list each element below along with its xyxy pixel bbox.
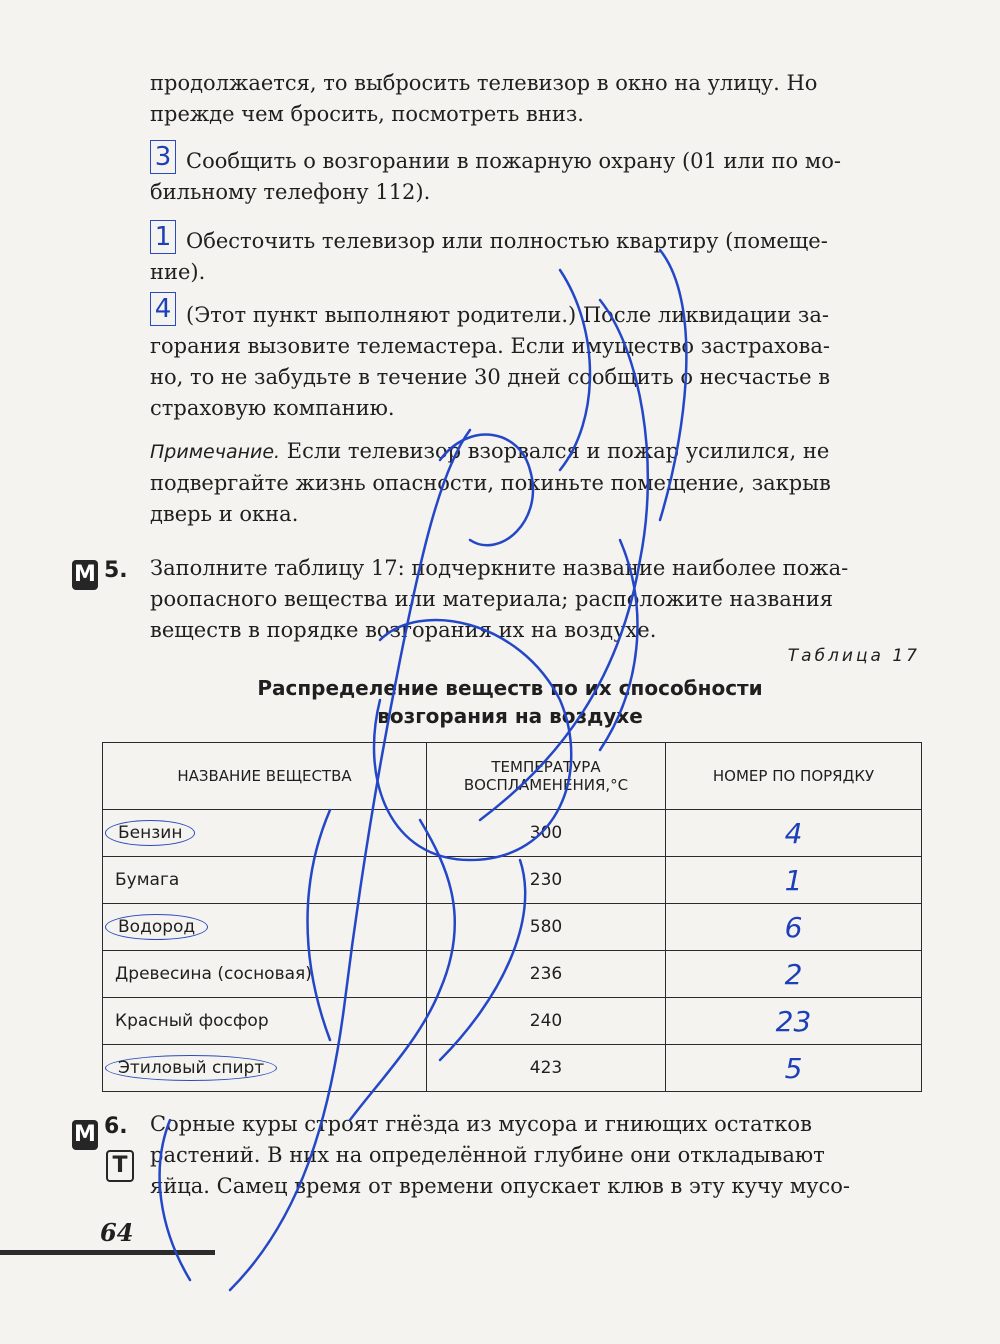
circled-substance: Этиловый спирт (105, 1055, 277, 1081)
order-cell[interactable]: 23 (666, 998, 922, 1045)
substances-table (102, 742, 922, 1092)
page-footer-rule (0, 1250, 215, 1255)
task5-text (150, 553, 922, 646)
text-line: продолжается, то выбросить телевизор в окно на улицу. Но (150, 71, 818, 95)
header-substance-name: НАЗВАНИЕ ВЕЩЕСТВА (103, 743, 427, 810)
text-line: подвергайте жизнь опасности, покиньте помещение, закрыв (150, 471, 831, 495)
temperature-cell: 580 (427, 904, 666, 951)
step-parents-cont (150, 331, 922, 424)
table-title-line2: возгорания на воздухе (377, 704, 643, 728)
text-line: но, то не забудьте в течение 30 дней сообщить о несчастье в (150, 365, 831, 389)
method-badge: М (72, 560, 98, 590)
step-call-fire-service (186, 146, 922, 177)
temperature-cell: 300 (427, 810, 666, 857)
page-number: 64 (100, 1218, 134, 1247)
handwritten-order-mark: 4 (150, 292, 176, 326)
substance-cell: Бумага (103, 857, 427, 904)
header-temp-line1: ТЕМПЕРАТУРА (491, 758, 601, 776)
task-number: 5. (104, 558, 128, 583)
text-line: Обесточить телевизор или полностью квартиру (помеще- (186, 229, 828, 253)
table-title-line1: Распределение веществ по их способности (257, 676, 763, 700)
text-line: страховую компанию. (150, 396, 395, 420)
circled-substance: Бензин (105, 820, 195, 846)
table-row (103, 857, 922, 904)
table-header-row (103, 743, 922, 810)
substance-cell: Древесина (сосновая) (103, 951, 427, 998)
substance-cell (103, 1045, 427, 1092)
substance-cell: Красный фосфор (103, 998, 427, 1045)
header-order-number: НОМЕР ПО ПОРЯДКУ (666, 743, 922, 810)
handwritten-order-mark: 1 (150, 220, 176, 254)
table-caption: Таблица 17 (787, 646, 920, 666)
text-line: яйца. Самец время от времени опускает клюв в эту кучу мусо- (150, 1174, 851, 1198)
table-row (103, 810, 922, 857)
note-paragraph (150, 436, 922, 530)
text-line: Если телевизор взорвался и пожар усилился, не (286, 439, 830, 463)
table-row (103, 1045, 922, 1092)
top-paragraph (150, 68, 922, 130)
text-line: веществ в порядке возгорания их на воздухе. (150, 618, 657, 642)
circled-substance: Водород (105, 914, 208, 940)
text-line: растений. В них на определённой глубине они откладывают (150, 1143, 825, 1167)
step-power-off-cont (150, 257, 922, 288)
note-label: Примечание. (150, 441, 281, 463)
text-line: Заполните таблицу 17: подчеркните название наиболее пожа- (150, 556, 849, 580)
step-power-off (186, 226, 922, 257)
text-line: дверь и окна. (150, 502, 299, 526)
header-temp-line2: ВОСПЛАМЕНЕНИЯ,°С (463, 776, 629, 794)
task6-text (150, 1109, 922, 1202)
text-line: Сорные куры строят гнёзда из мусора и гниющих остатков (150, 1112, 812, 1136)
header-ignition-temp (427, 743, 666, 810)
text-line: Сообщить о возгорании в пожарную охрану (01 или по мо- (186, 149, 841, 173)
order-cell[interactable]: 6 (666, 904, 922, 951)
order-cell[interactable]: 4 (666, 810, 922, 857)
text-line: горания вызовите телемастера. Если имущество застрахова- (150, 334, 830, 358)
task-number: 6. (104, 1114, 128, 1139)
substance-cell (103, 810, 427, 857)
table-row (103, 951, 922, 998)
order-cell[interactable]: 2 (666, 951, 922, 998)
temperature-cell: 236 (427, 951, 666, 998)
order-cell[interactable]: 5 (666, 1045, 922, 1092)
text-line: прежде чем бросить, посмотреть вниз. (150, 102, 584, 126)
note-first-line (150, 436, 922, 468)
table-row (103, 998, 922, 1045)
text-badge: Т (106, 1150, 134, 1182)
text-line: ние). (150, 260, 206, 284)
substance-cell (103, 904, 427, 951)
temperature-cell: 423 (427, 1045, 666, 1092)
text-line: роопасного вещества или материала; расположите названия (150, 587, 833, 611)
table-row (103, 904, 922, 951)
text-line: бильному телефону 112). (150, 180, 431, 204)
handwritten-order-mark: 3 (150, 140, 176, 174)
text-line: (Этот пункт выполняют родители.) После ликвидации за- (186, 303, 829, 327)
step-parents (186, 300, 922, 331)
step-call-fire-service-cont (150, 177, 922, 208)
temperature-cell: 230 (427, 857, 666, 904)
order-cell[interactable]: 1 (666, 857, 922, 904)
temperature-cell: 240 (427, 998, 666, 1045)
method-badge: М (72, 1120, 98, 1150)
